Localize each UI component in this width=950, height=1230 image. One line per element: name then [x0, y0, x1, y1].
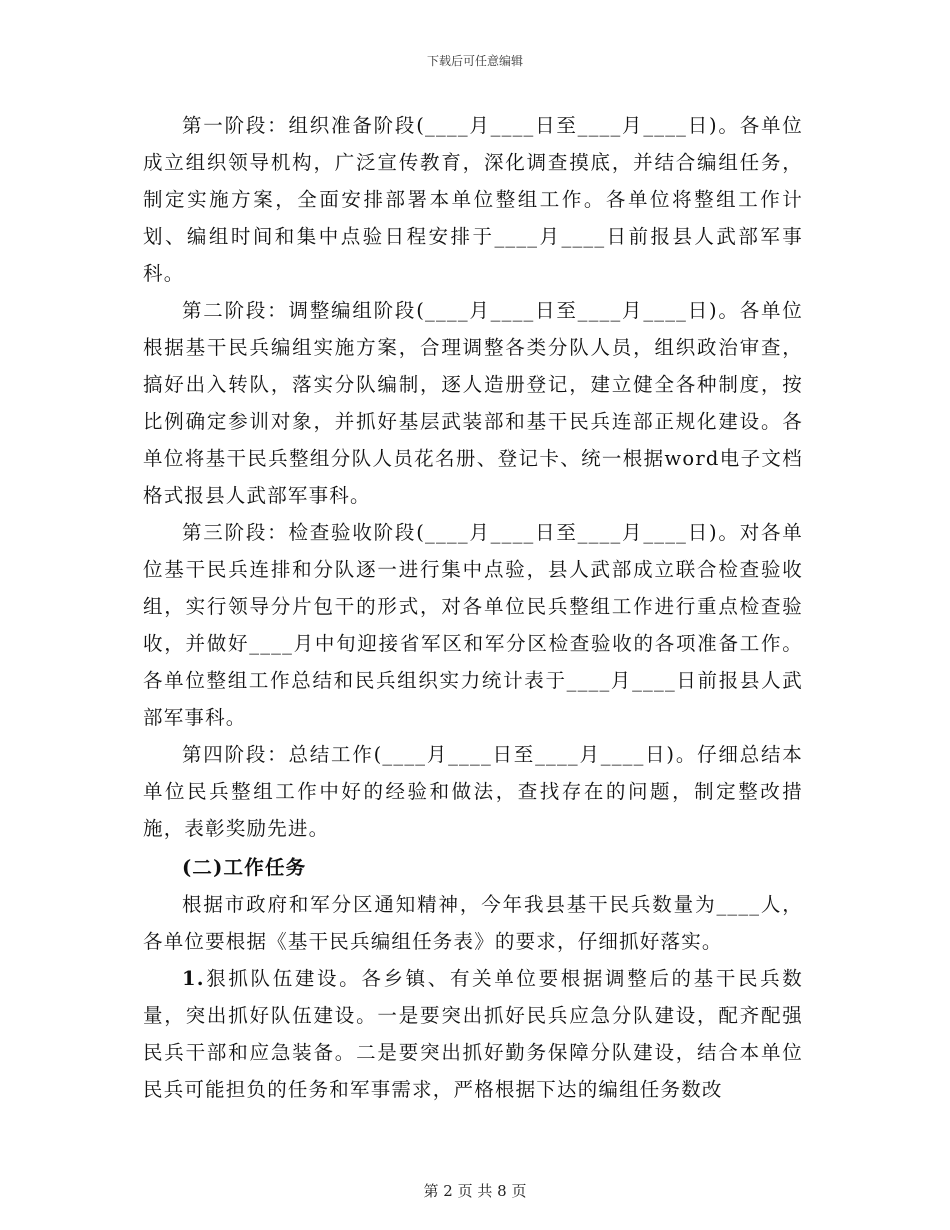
- item-1-number: 1.: [182, 967, 205, 990]
- paragraph-item-1: [143, 960, 803, 1108]
- paragraph-stage-4: 第四阶段：总结工作(____月____日至____月____日)。仔细总结本单位民兵整组工作中好的经验和做法，查找存在的问题，制定整改措施，表彰奖励先进。: [143, 743, 803, 840]
- paragraph-stage-1: 第一阶段：组织准备阶段(____月____日至____月____日)。各单位成立组织领导机构，广泛宣传教育，深化调查摸底，并结合编组任务，制定实施方案，全面安排部署本单位整组工作。各单位将整组工作计划、编组时间和集中点验日程安排于____月____日前报县人武部军事科。: [143, 114, 803, 285]
- paragraph-stage-2: 第二阶段：调整编组阶段(____月____日至____月____日)。各单位根据基干民兵编组实施方案，合理调整各类分队人员，组织政治审查，搞好出入转队，落实分队编制，逐人造册登记，建立健全各种制度，按比例确定参训对象，并抓好基层武装部和基干民兵连部正规化建设。各单位将基干民兵整组分队人员花名册、登记卡、统一根据word电子文档格式报县人武部军事科。: [143, 299, 803, 507]
- section-heading-tasks: (二)工作任务: [182, 856, 307, 879]
- item-1-text: 狠抓队伍建设。各乡镇、有关单位要根据调整后的基干民兵数量，突出抓好队伍建设。一是要突出抓好民兵应急分队建设，配齐配强民兵干部和应急装备。二是要突出抓好勤务保障分队建设，结合本单位民兵可能担负的任务和军事需求，严格根据下达的编组任务数改: [143, 967, 803, 1101]
- paragraph-stage-3: 第三阶段：检查验收阶段(____月____日至____月____日)。对各单位基干民兵连排和分队逐一进行集中点验，县人武部成立联合检查验收组，实行领导分片包干的形式，对各单位民兵整组工作进行重点检查验收，并做好____月中旬迎接省军区和军分区检查验收的各项准备工作。各单位整组工作总结和民兵组织实力统计表于____月____日前报县人武部军事科。: [143, 521, 803, 729]
- page-header: 下载后可任意编辑: [426, 54, 523, 68]
- document-body: [143, 107, 803, 1108]
- paragraph-task-intro: 根据市政府和军分区通知精神，今年我县基干民兵数量为____人，各单位要根据《基干民兵编组任务表》的要求，仔细抓好落实。: [143, 893, 803, 953]
- page-footer: 第 2 页 共 8 页: [423, 1182, 527, 1200]
